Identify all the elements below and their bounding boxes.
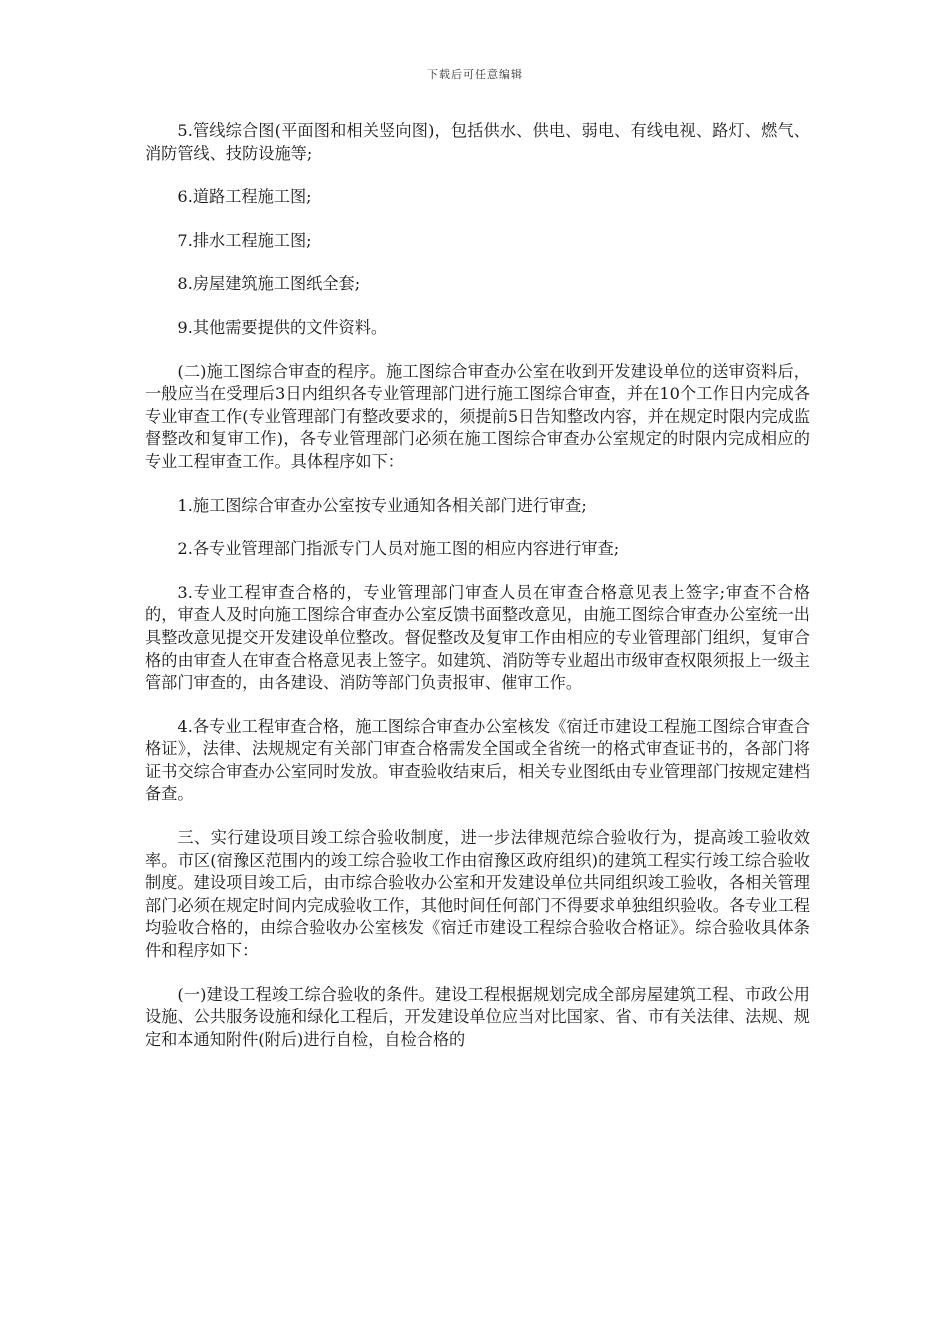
paragraph-step-2: 2.各专业管理部门指派专门人员对施工图的相应内容进行审查; (177, 539, 620, 559)
paragraph-step-1: 1.施工图综合审查办公室按专业通知各相关部门进行审查; (177, 495, 587, 515)
paragraph-step-3: 3.专业工程审查合格的，专业管理部门审查人员在审查合格意见表上签字;审查不合格的，审查人及时向施工图综合审查办公室反馈书面整改意见，由施工图综合审查办公室统一出具整改意见提交开发建设单位整改。督促整改及复审工作由相应的专业管理部门组织，复审合格的由审查人在审查合格意见表上签字。如建筑、消防等专业超出市级审查权限须报上一级主管部门审查的，由各建设、消防等部门负责报审、催审工作。 (145, 582, 810, 693)
document-body (145, 120, 810, 1072)
paragraph-item-6: 6.道路工程施工图; (177, 187, 312, 207)
paragraph-item-5: 5.管线综合图(平面图和相关竖向图)，包括供水、供电、弱电、有线电视、路灯、燃气、消防管线、技防设施等; (145, 121, 810, 163)
paragraph-step-4: 4.各专业工程审查合格，施工图综合审查办公室核发《宿迁市建设工程施工图综合审查合格证》，法律、法规规定有关部门审查合格需发全国或全省统一的格式审查证书的，各部门将证书交综合审查办公室同时发放。审查验收结束后，相关专业图纸由专业管理部门按规定建档备查。 (145, 716, 810, 804)
paragraph-acceptance-conditions: (一)建设工程竣工综合验收的条件。建设工程根据规划完成全部房屋建筑工程、市政公用设施、公共服务设施和绿化工程后，开发建设单位应当对比国家、省、市有关法律、法规、规定和本通知附件(附后)进行自检，自检合格的 (145, 984, 810, 1049)
paragraph-section-three: 三、实行建设项目竣工综合验收制度，进一步法律规范综合验收行为，提高竣工验收效率。市区(宿豫区范围内的竣工综合验收工作由宿豫区政府组织)的建筑工程实行竣工综合验收制度。建设项目竣工后，由市综合验收办公室和开发建设单位共同组织竣工验收，各相关管理部门必须在规定时间内完成验收工作，其他时间任何部门不得要求单独组织验收。各专业工程均验收合格的，由综合验收办公室核发《宿迁市建设工程综合验收合格证》。综合验收具体条件和程序如下： (145, 828, 810, 961)
page-header: 下载后可任意编辑 (427, 68, 523, 81)
paragraph-review-procedure: (二)施工图综合审查的程序。施工图综合审查办公室在收到开发建设单位的送审资料后，一般应当在受理后3日内组织各专业管理部门进行施工图综合审查，并在10个工作日内完成各专业审查工作(专业管理部门有整改要求的，须提前5日告知整改内容，并在规定时限内完成监督整改和复审工作)，各专业管理部门必须在施工图综合审查办公室规定的时限内完成相应的专业工程审查工作。具体程序如下： (145, 361, 810, 471)
paragraph-item-8: 8.房屋建筑施工图纸全套; (177, 274, 361, 294)
paragraph-item-7: 7.排水工程施工图; (177, 230, 312, 250)
paragraph-item-9: 9.其他需要提供的文件资料。 (177, 317, 388, 337)
